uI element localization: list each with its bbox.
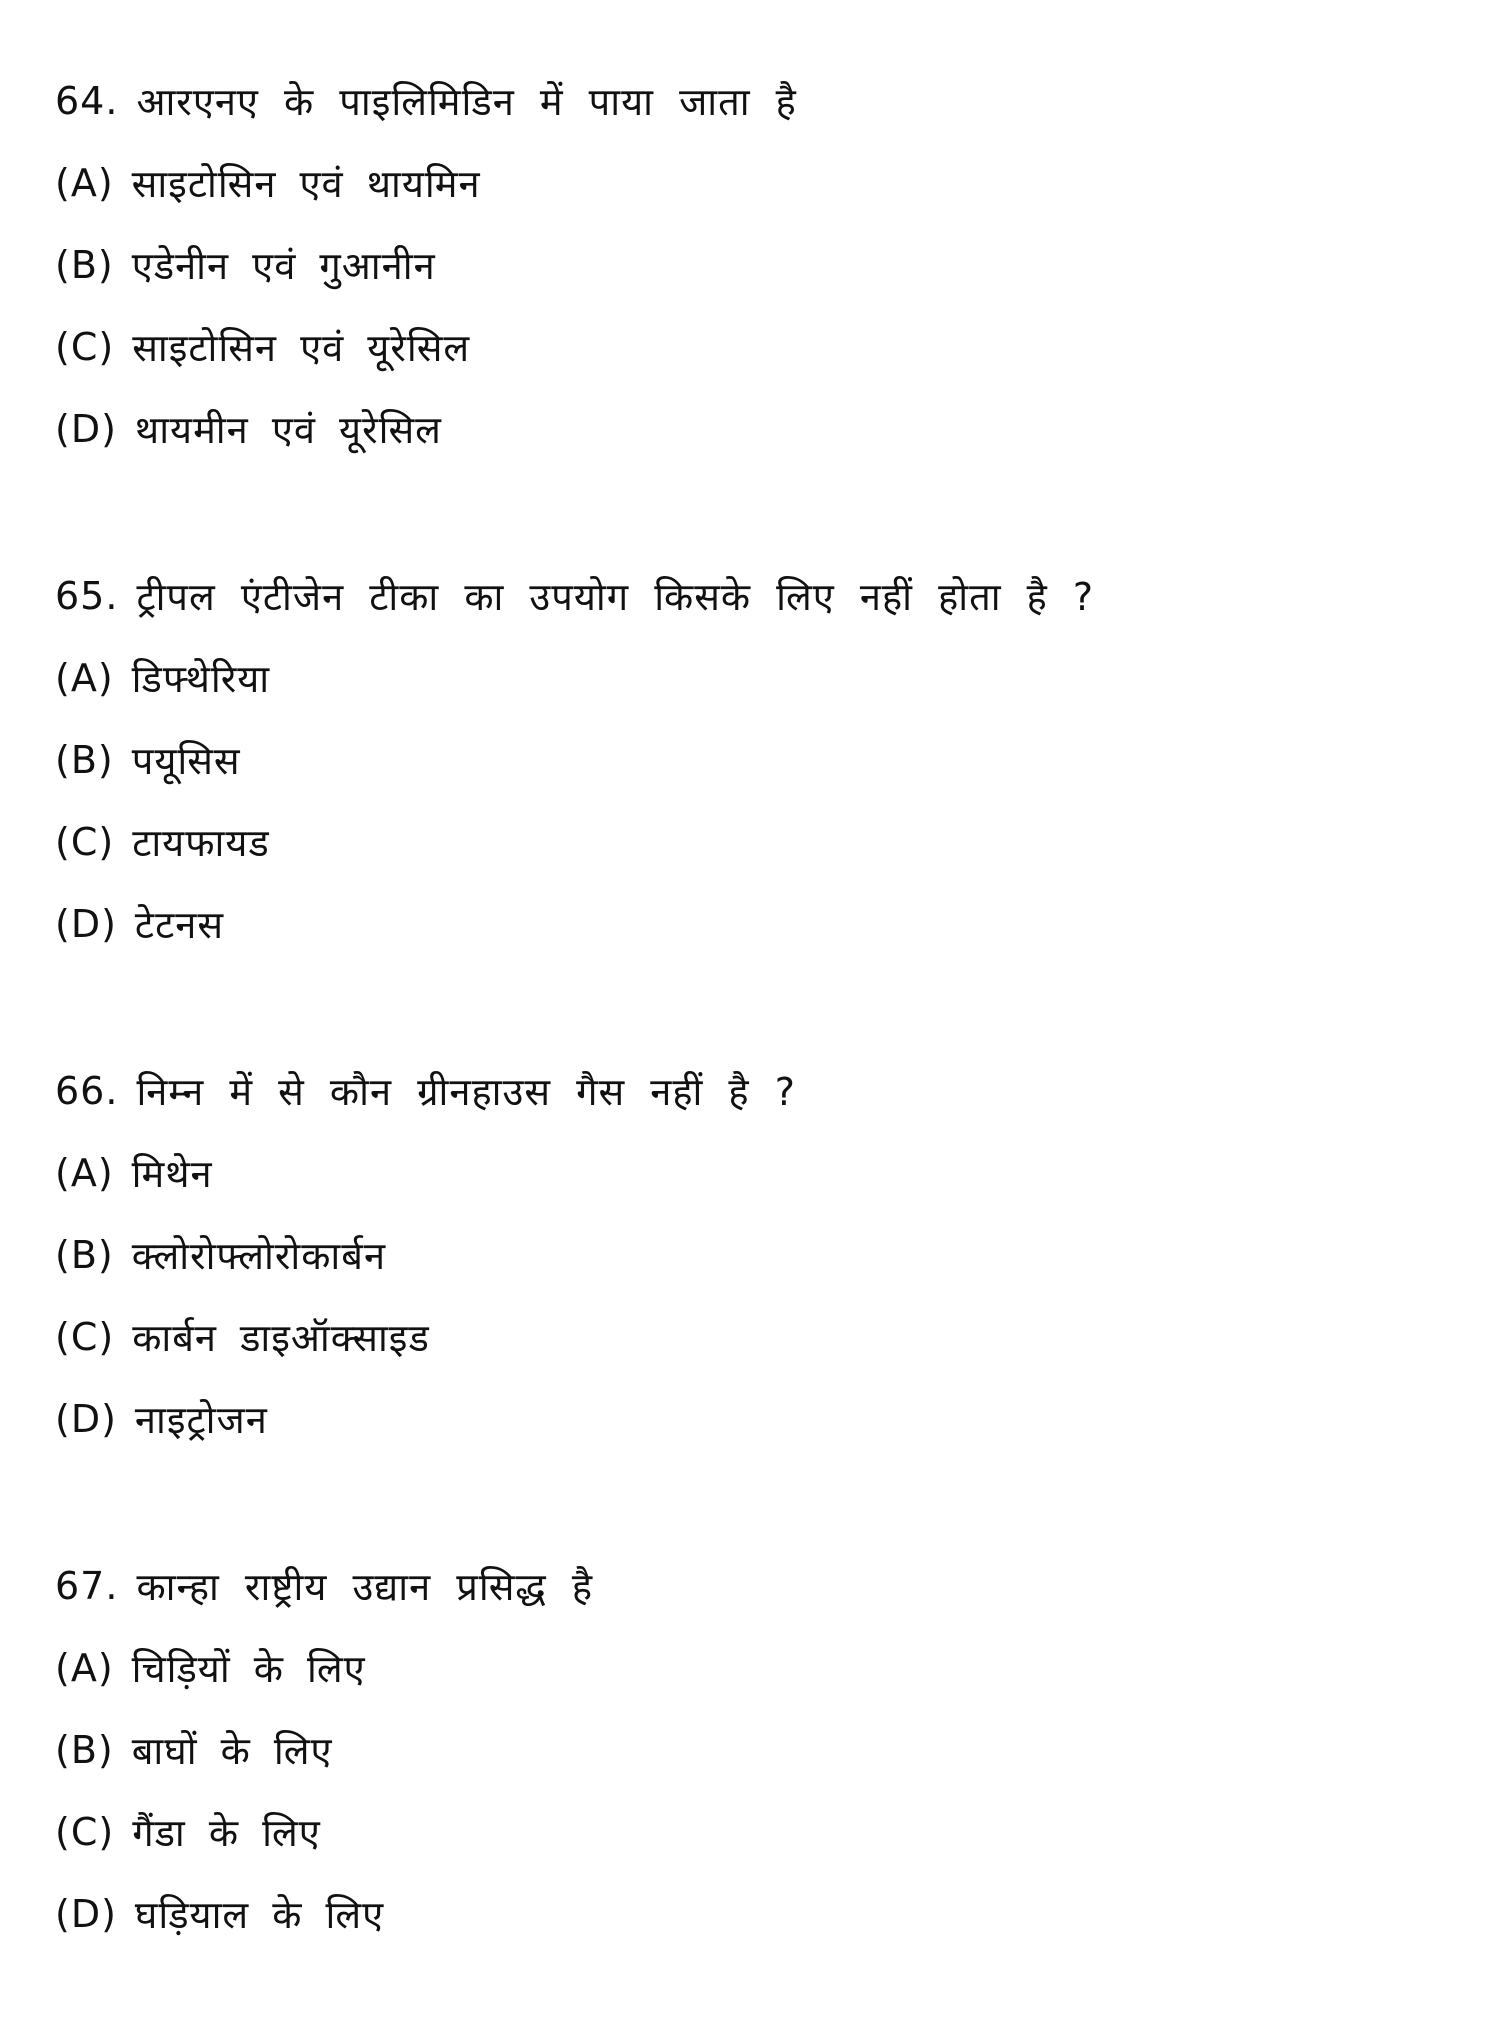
option-a: [55, 1627, 1455, 1709]
option-c: [55, 1296, 1455, 1378]
question-number: 66.: [55, 1069, 119, 1113]
option-d: [55, 883, 1455, 965]
option-text: पयूसिस: [131, 739, 241, 783]
option-label: (C): [55, 325, 115, 369]
question-64: [55, 60, 1455, 470]
option-label: (A): [55, 656, 114, 700]
option-label: (B): [55, 1233, 114, 1277]
question-line: [55, 555, 1455, 637]
option-d: [55, 388, 1455, 470]
option-label: (B): [55, 1728, 114, 1772]
option-label: (D): [55, 1892, 117, 1936]
option-label: (A): [55, 1151, 114, 1195]
question-number: 65.: [55, 574, 119, 618]
option-label: (A): [55, 161, 114, 205]
question-line: [55, 60, 1455, 142]
option-text: साइटोसिन एवं यूरेसिल: [132, 326, 471, 370]
option-b: [55, 1709, 1455, 1791]
option-a: [55, 142, 1455, 224]
option-b: [55, 719, 1455, 801]
option-a: [55, 637, 1455, 719]
option-a: [55, 1132, 1455, 1214]
option-label: (D): [55, 1397, 117, 1441]
option-c: [55, 1791, 1455, 1873]
question-text: कान्हा राष्ट्रीय उद्यान प्रसिद्ध है: [136, 1565, 594, 1609]
option-label: (C): [55, 1810, 115, 1854]
option-c: [55, 801, 1455, 883]
question-text: निम्न में से कौन ग्रीनहाउस गैस नहीं है ?: [136, 1070, 796, 1114]
option-text: गैंडा के लिए: [132, 1811, 321, 1855]
option-b: [55, 224, 1455, 306]
question-66: [55, 1050, 1455, 1460]
option-label: (D): [55, 902, 117, 946]
question-67: [55, 1545, 1455, 1955]
option-text: थायमीन एवं यूरेसिल: [134, 408, 442, 452]
option-text: कार्बन डाइऑक्साइड: [132, 1316, 430, 1360]
option-text: टायफायड: [132, 821, 270, 865]
option-d: [55, 1378, 1455, 1460]
option-label: (D): [55, 407, 117, 451]
option-label: (B): [55, 243, 114, 287]
question-line: [55, 1050, 1455, 1132]
option-text: साइटोसिन एवं थायमिन: [131, 162, 481, 206]
option-text: मिथेन: [131, 1152, 213, 1196]
option-text: घड़ियाल के लिए: [134, 1893, 385, 1937]
option-label: (B): [55, 738, 114, 782]
question-65: [55, 555, 1455, 965]
option-text: एडेनीन एवं गुआनीन: [131, 244, 436, 288]
question-line: [55, 1545, 1455, 1627]
option-text: डिफ्थेरिया: [131, 657, 271, 701]
question-text: आरएनए के पाइलिमिडिन में पाया जाता है: [136, 80, 797, 124]
option-label: (A): [55, 1646, 114, 1690]
option-label: (C): [55, 1315, 115, 1359]
option-c: [55, 306, 1455, 388]
option-text: नाइट्रोजन: [134, 1398, 268, 1442]
question-text: ट्रीपल एंटीजेन टीका का उपयोग किसके लिए नहीं होता है ?: [136, 575, 1095, 619]
option-text: टेटनस: [134, 903, 225, 947]
question-number: 67.: [55, 1564, 119, 1608]
option-b: [55, 1214, 1455, 1296]
option-d: [55, 1873, 1455, 1955]
option-text: बाघों के लिए: [131, 1729, 333, 1773]
option-label: (C): [55, 820, 115, 864]
question-number: 64.: [55, 79, 119, 123]
option-text: क्लोरोफ्लोरोकार्बन: [131, 1234, 387, 1278]
option-text: चिड़ियों के लिए: [131, 1647, 366, 1691]
